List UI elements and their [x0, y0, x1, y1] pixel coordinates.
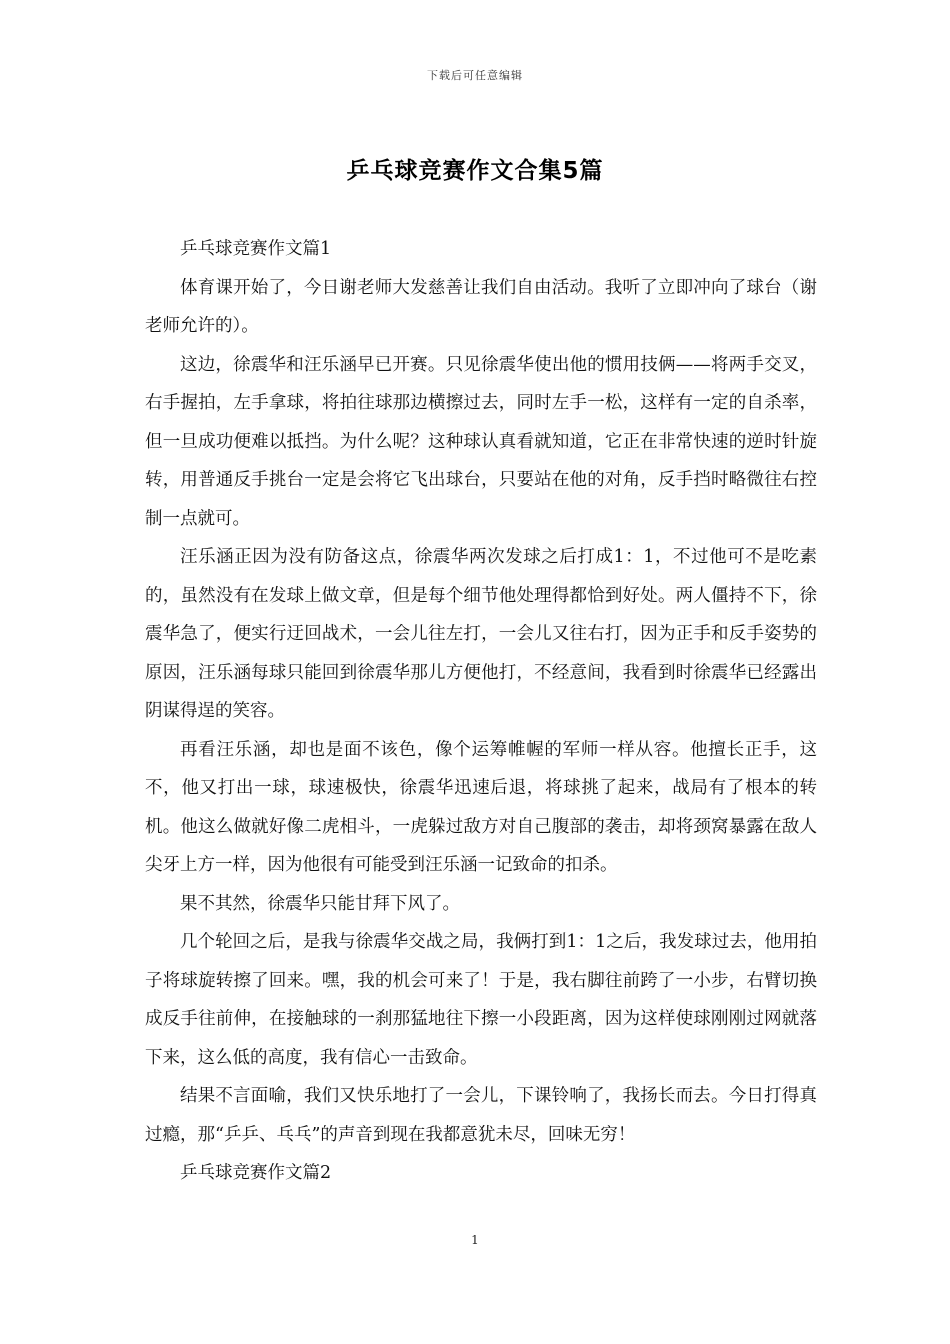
- paragraph: 结果不言面喻，我们又快乐地打了一会儿，下课铃响了，我扬长而去。今日打得真过瘾，那“乒乒、乓乓”的声音到现在我都意犹未尽，回味无穷！: [145, 1086, 817, 1145]
- paragraph: 果不其然，徐震华只能甘拜下风了。: [180, 893, 460, 914]
- paragraph: 再看汪乐涵，却也是面不该色，像个运筹帷幄的军师一样从容。他擅长正手，这不，他又打出一球，球速极快，徐震华迅速后退，将球挑了起来，战局有了根本的转机。他这么做就好像二虎相斗，一虎躲过敌方对自己腹部的袭击，却将颈窝暴露在敌人尖牙上方一样，因为他很有可能受到汪乐涵一记致命的扣杀。: [145, 739, 817, 875]
- section-heading: 乒乓球竞赛作文篇1: [180, 239, 332, 259]
- section-heading: 乒乓球竞赛作文篇2: [180, 1163, 332, 1183]
- paragraph: 体育课开始了，今日谢老师大发慈善让我们自由活动。我听了立即冲向了球台（谢老师允许的）。: [145, 277, 817, 336]
- paragraph: 这边，徐震华和汪乐涵早已开赛。只见徐震华使出他的惯用技俩——将两手交叉，右手握拍，左手拿球，将拍往球那边横擦过去，同时左手一松，这样有一定的自杀率，但一旦成功便难以抵挡。为什么呢？这种球认真看就知道，它正在非常快速的逆时针旋转，用普通反手挑台一定是会将它飞出球台，只要站在他的对角，反手挡时略微往右控制一点就可。: [145, 354, 817, 529]
- header-note: 下载后可任意编辑: [427, 69, 523, 82]
- page-number: 1: [471, 1233, 479, 1247]
- document-title: 乒乓球竞赛作文合集5篇: [346, 158, 604, 184]
- document-body: [145, 230, 817, 1193]
- paragraph: 汪乐涵正因为没有防备这点，徐震华两次发球之后打成1：1，不过他可不是吃素的，虽然没有在发球上做文章，但是每个细节他处理得都恰到好处。两人僵持不下，徐震华急了，便实行迂回战术，一会儿往左打，一会儿又往右打，因为正手和反手姿势的原因，汪乐涵每球只能回到徐震华那儿方便他打，不经意间，我看到时徐震华已经露出阴谋得逞的笑容。: [145, 547, 817, 721]
- paragraph: 几个轮回之后，是我与徐震华交战之局，我俩打到1：1之后，我发球过去，他用拍子将球旋转擦了回来。嘿，我的机会可来了！于是，我右脚往前跨了一小步，右臂切换成反手往前伸，在接触球的一刹那猛地往下擦一小段距离，因为这样使球刚刚过网就落下来，这么低的高度，我有信心一击致命。: [145, 932, 817, 1068]
